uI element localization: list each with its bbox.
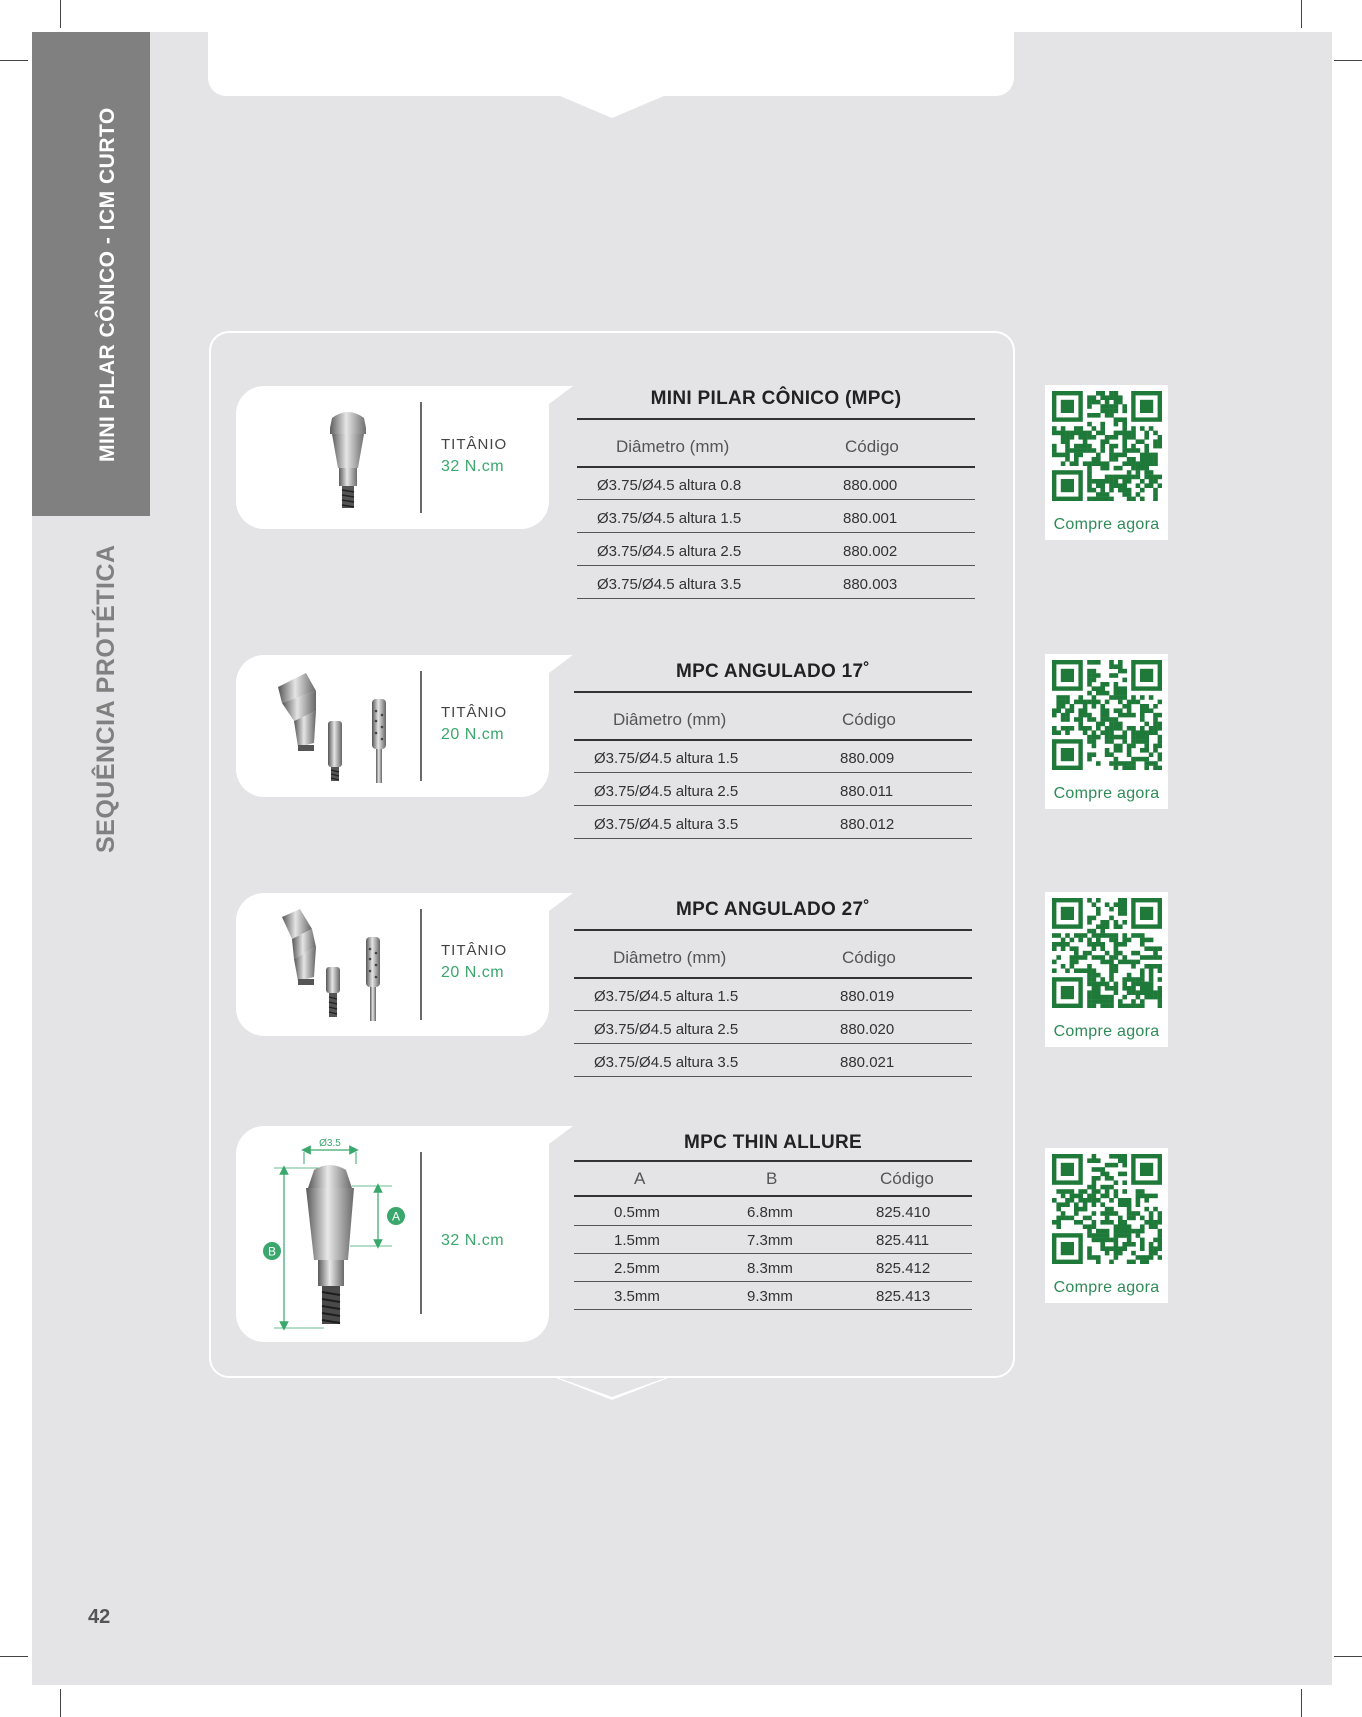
qr-code-icon <box>1052 898 1162 1008</box>
table-cell: 880.001 <box>843 510 898 527</box>
qr-code-icon <box>1052 660 1162 770</box>
card-divider <box>420 402 422 513</box>
thin-allure-diagram <box>248 1130 408 1338</box>
material-label: TITÂNIO <box>441 704 508 721</box>
torque-label: 20 N.cm <box>441 964 505 981</box>
table-cell: 3.5mm <box>614 1288 660 1305</box>
qr-card[interactable] <box>1045 1148 1168 1303</box>
dimension-b-badge: B <box>267 1244 277 1259</box>
row-divider <box>574 1281 972 1282</box>
table-cell: Ø3.75/Ø4.5 altura 3.5 <box>594 816 739 833</box>
qr-card[interactable] <box>1045 654 1168 809</box>
crop-mark <box>1334 1656 1362 1657</box>
row-divider <box>577 532 975 533</box>
mini-pilar-conico-image <box>308 406 388 518</box>
table-cell: Ø3.75/Ø4.5 altura 3.5 <box>597 576 742 593</box>
table-cell: Ø3.75/Ø4.5 altura 1.5 <box>594 988 739 1005</box>
row-divider <box>577 598 975 599</box>
product-card-angulado-17 <box>236 655 549 797</box>
table-cell: Ø3.75/Ø4.5 altura 2.5 <box>594 783 739 800</box>
side-category-tab <box>32 32 150 516</box>
header-codigo: Código <box>842 948 896 967</box>
row-divider <box>574 1253 972 1254</box>
product-card-angulado-27 <box>236 893 549 1036</box>
table-cell: 880.003 <box>843 576 898 593</box>
row-divider <box>574 772 972 773</box>
buy-now-link[interactable]: Compre agora <box>1053 785 1160 802</box>
table-cell: 7.3mm <box>747 1232 793 1249</box>
diameter-label: Ø3.5 <box>319 1138 341 1149</box>
row-divider <box>574 805 972 806</box>
header-codigo: Código <box>845 437 899 456</box>
dimension-a-badge: A <box>391 1209 401 1224</box>
top-card <box>208 32 1014 96</box>
table-angulado-27 <box>574 895 972 1079</box>
table-title: MPC ANGULADO 17˚ <box>675 661 871 682</box>
card-divider <box>420 909 422 1020</box>
side-section-label: SEQUÊNCIA PROTÉTICA <box>92 544 120 853</box>
buy-now-link[interactable]: Compre agora <box>1053 516 1160 533</box>
table-thin-allure <box>574 1128 972 1312</box>
card-tab <box>549 386 573 404</box>
table-cell: 880.009 <box>840 750 895 767</box>
angulado-17-image <box>272 669 402 787</box>
table-rule <box>574 929 972 931</box>
crop-mark <box>1334 60 1362 61</box>
table-cell: Ø3.75/Ø4.5 altura 0.8 <box>597 477 742 494</box>
table-rule <box>574 1195 972 1197</box>
table-angulado-17 <box>574 657 972 841</box>
table-rule <box>574 739 972 741</box>
qr-code-icon <box>1052 391 1162 501</box>
top-card-notch <box>560 96 664 118</box>
crop-mark <box>0 60 28 61</box>
frame-notch-inner <box>559 1378 665 1397</box>
table-rule <box>577 466 975 468</box>
qr-card[interactable] <box>1045 892 1168 1047</box>
card-divider <box>420 671 422 781</box>
table-rule <box>574 977 972 979</box>
table-cell: 880.020 <box>840 1021 895 1038</box>
torque-label: 32 N.cm <box>441 458 505 475</box>
table-mpc <box>577 384 975 600</box>
header-codigo: Código <box>880 1169 934 1188</box>
table-cell: 1.5mm <box>614 1232 660 1249</box>
table-cell: 880.000 <box>843 477 898 494</box>
table-cell: 880.002 <box>843 543 898 560</box>
table-title: MPC THIN ALLURE <box>684 1132 862 1153</box>
side-category-label: MINI PILAR CÔNICO - ICM CURTO <box>96 107 119 462</box>
row-divider <box>577 565 975 566</box>
table-cell: 0.5mm <box>614 1204 660 1221</box>
buy-now-link[interactable]: Compre agora <box>1053 1023 1160 1040</box>
card-tab <box>549 1126 573 1144</box>
header-b: B <box>766 1169 778 1188</box>
table-cell: 825.413 <box>876 1288 931 1305</box>
qr-card[interactable] <box>1045 385 1168 540</box>
header-diametro: Diâmetro (mm) <box>616 437 730 456</box>
table-cell: 9.3mm <box>747 1288 793 1305</box>
table-cell: 880.012 <box>840 816 895 833</box>
product-card-thin-allure <box>236 1126 549 1342</box>
table-cell: Ø3.75/Ø4.5 altura 2.5 <box>594 1021 739 1038</box>
torque-label: 20 N.cm <box>441 726 505 743</box>
table-cell: Ø3.75/Ø4.5 altura 1.5 <box>597 510 742 527</box>
buy-now-link[interactable]: Compre agora <box>1053 1279 1160 1296</box>
table-title: MPC ANGULADO 27˚ <box>675 899 871 920</box>
table-cell: 825.410 <box>876 1204 931 1221</box>
table-cell: 825.412 <box>876 1260 931 1277</box>
crop-mark <box>1301 1689 1302 1717</box>
card-tab <box>549 893 573 911</box>
table-cell: 880.011 <box>840 783 894 800</box>
row-divider <box>574 1010 972 1011</box>
angulado-27-image <box>276 907 402 1025</box>
header-a: A <box>634 1169 646 1188</box>
qr-code-icon <box>1052 1154 1162 1264</box>
row-divider <box>574 1225 972 1226</box>
row-divider <box>577 499 975 500</box>
table-rule <box>574 691 972 693</box>
row-divider <box>574 1309 972 1310</box>
crop-mark <box>60 0 61 28</box>
header-diametro: Diâmetro (mm) <box>613 948 727 967</box>
header-diametro: Diâmetro (mm) <box>613 710 727 729</box>
material-label: TITÂNIO <box>441 436 508 453</box>
page-number: 42 <box>88 1606 111 1628</box>
table-cell: 2.5mm <box>614 1260 660 1277</box>
card-tab <box>549 655 573 673</box>
crop-mark <box>1301 0 1302 28</box>
row-divider <box>574 1076 972 1077</box>
table-cell: Ø3.75/Ø4.5 altura 3.5 <box>594 1054 739 1071</box>
table-cell: 825.411 <box>876 1232 930 1249</box>
table-cell: Ø3.75/Ø4.5 altura 2.5 <box>597 543 742 560</box>
table-title: MINI PILAR CÔNICO (MPC) <box>650 388 902 409</box>
product-card-mpc <box>236 386 549 529</box>
crop-mark <box>0 1656 28 1657</box>
table-rule <box>574 1160 972 1162</box>
header-codigo: Código <box>842 710 896 729</box>
card-divider <box>420 1152 422 1314</box>
table-cell: Ø3.75/Ø4.5 altura 1.5 <box>594 750 739 767</box>
row-divider <box>574 1043 972 1044</box>
table-cell: 6.8mm <box>747 1204 793 1221</box>
crop-mark <box>60 1689 61 1717</box>
table-cell: 880.021 <box>840 1054 895 1071</box>
material-label: TITÂNIO <box>441 942 508 959</box>
table-cell: 8.3mm <box>747 1260 793 1277</box>
torque-label: 32 N.cm <box>441 1232 505 1249</box>
table-cell: 880.019 <box>840 988 895 1005</box>
table-rule <box>577 418 975 420</box>
row-divider <box>574 838 972 839</box>
